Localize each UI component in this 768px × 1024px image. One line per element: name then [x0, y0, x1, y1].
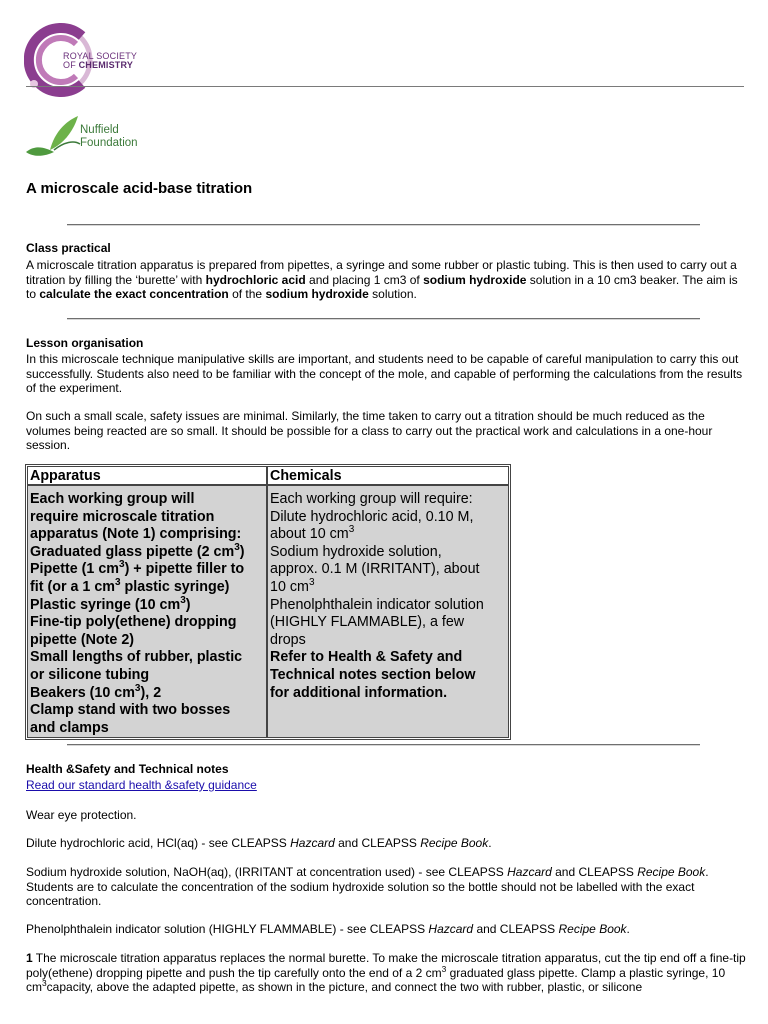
requirements-table: [25, 464, 511, 740]
lesson-organisation-heading: Lesson organisation: [26, 336, 144, 350]
health-safety-heading: Health &Safety and Technical notes: [26, 762, 229, 776]
rsc-logo-text: ROYAL SOCIETY OF CHEMISTRY: [63, 51, 138, 70]
hcl-note: Dilute hydrochloric acid, HCl(aq) - see CLEAPSS Hazcard and CLEAPSS Recipe Book.: [26, 836, 492, 850]
chemicals-cell: Each working group will require: Dilute hydrochloric acid, 0.10 M, about 10 $cm^3$ Sodium hydroxide solution, approx. 0.1 M (IRRITANT), about 10 $cm^3$ Phenolphthalein indicator solution (HIGHLY FLAMMABLE), a few drops Refer to Health & Safety and Technical notes section below for additional information.: [267, 485, 509, 738]
health-safety-link-line: [26, 778, 748, 793]
class-practical-heading: Class practical: [26, 241, 111, 255]
apparatus-header: Apparatus: [27, 466, 267, 485]
chemicals-header: Chemicals: [267, 466, 509, 485]
section-divider: [67, 318, 700, 320]
lesson-paragraph-1: In this microscale technique manipulative skills are important, and students need to be capable of careful manipulation to carry this out successfully. Students also need to be familiar with the concept of the mole, and capable of performing the calculations from the results of the experiment.: [26, 352, 743, 396]
eye-protection-note: Wear eye protection.: [26, 808, 137, 822]
lesson-paragraph-2: On such a small scale, safety issues are minimal. Similarly, the time taken to carry out a titration should be much reduced as the volumes being reacted are so small. It should be possible for a class to carry out the practical work and calculations in a one-hour session.: [26, 409, 713, 453]
class-practical-paragraph: A microscale titration apparatus is prepared from pipettes, a syringe and some rubber or plastic tubing. This is then used to carry out a titration by filling the ‘burette’ with hydrochloric acid and placing 1 cm3 of sodium hydroxide solution in a 10 cm3 beaker. The aim is to calculate the exact concentration of the sodium hydroxide solution.: [26, 258, 738, 302]
phenolphthalein-note: Phenolphthalein indicator solution (HIGHLY FLAMMABLE) - see CLEAPSS Hazcard and CLEAPSS Recipe Book.: [26, 922, 630, 936]
section-divider: [67, 744, 700, 746]
health-safety-guidance-link[interactable]: Read our standard health &safety guidance: [26, 778, 257, 792]
header-divider: [26, 86, 744, 87]
apparatus-cell: Each working group will require microscale titration apparatus (Note 1) comprising: Graduated glass pipette (2 $cm^3$) Pipette (1 $cm^3$) + pipette filler to fit (or a 1 $cm^3$ plastic syringe) Plastic syringe (10 $cm^3$) Fine-tip poly(ethene) dropping pipette (Note 2) Small lengths of rubber, plastic or silicone tubing Beakers (10 $cm^3$), 2 Clamp stand with two bosses and clamps: [27, 485, 267, 738]
nuffield-logo-text: Nuffield Foundation: [80, 124, 138, 149]
page-title: A microscale acid-base titration: [26, 180, 253, 197]
naoh-note: Sodium hydroxide solution, NaOH(aq), (IRRITANT at concentration used) - see CLEAPSS Hazcard and CLEAPSS Recipe Book. Students are to calculate the concentration of the sodium hydroxide solution so the bottle should not be labelled with the exact concentration.: [26, 865, 709, 909]
note-1-paragraph: 1 The microscale titration apparatus replaces the normal burette. To make the microscale titration apparatus, cut the tip end off a fine-tip poly(ethene) dropping pipette and push the tip carefully onto the end of a 2 $cm^3$ graduated glass pipette. Clamp a plastic syringe, 10 $cm^3capacity$, above the adapted pipette, as shown in the picture, and connect the two with rubber, plastic, or silicone: [26, 951, 746, 995]
section-divider: [67, 224, 700, 226]
